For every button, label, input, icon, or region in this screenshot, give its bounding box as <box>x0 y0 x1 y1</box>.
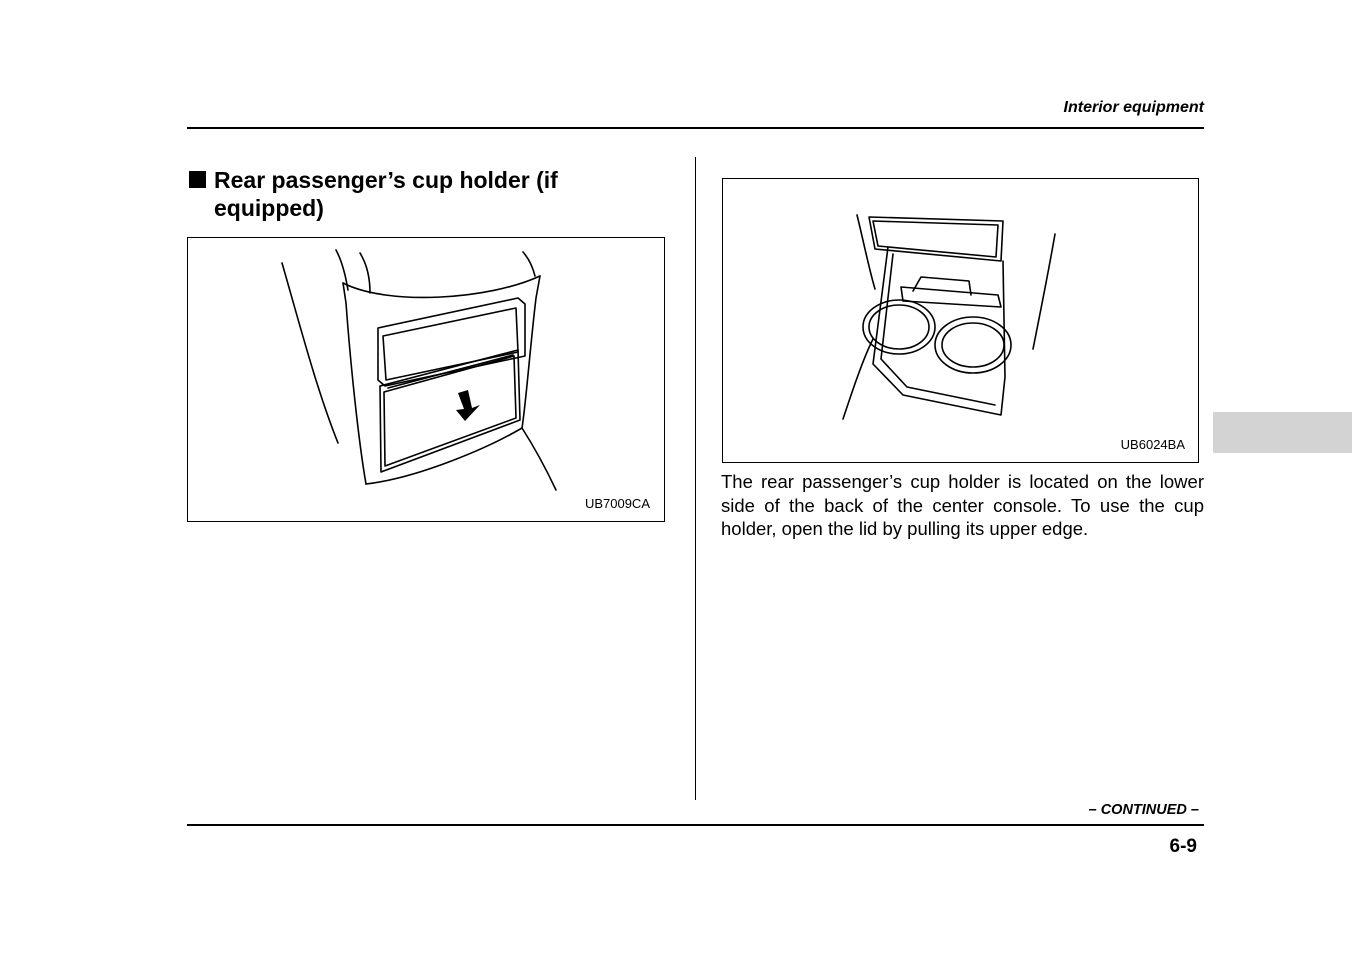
continued-label: – CONTINUED – <box>1088 802 1199 818</box>
section-heading-text: Rear passenger’s cup holder (if equipped) <box>214 167 558 221</box>
cup-holder-icon <box>723 179 1197 461</box>
figure-cup-holder <box>722 178 1199 463</box>
figure-console-lid <box>187 237 665 522</box>
figure-code: UB6024BA <box>1120 437 1185 452</box>
column-divider <box>695 157 696 800</box>
footer-rule <box>187 824 1204 826</box>
section-heading <box>189 166 629 222</box>
running-header: Interior equipment <box>1063 99 1204 116</box>
square-bullet-icon <box>189 171 206 188</box>
console-lid-icon <box>188 238 663 520</box>
header-rule <box>187 127 1204 129</box>
page-number: 6-9 <box>1169 836 1197 857</box>
body-paragraph: The rear passenger’s cup holder is located on the lower side of the back of the center console. To use the cup holder, open the lid by pulling its upper edge. <box>721 471 1204 539</box>
figure-code: UB7009CA <box>584 496 650 511</box>
chapter-tab <box>1213 412 1352 453</box>
